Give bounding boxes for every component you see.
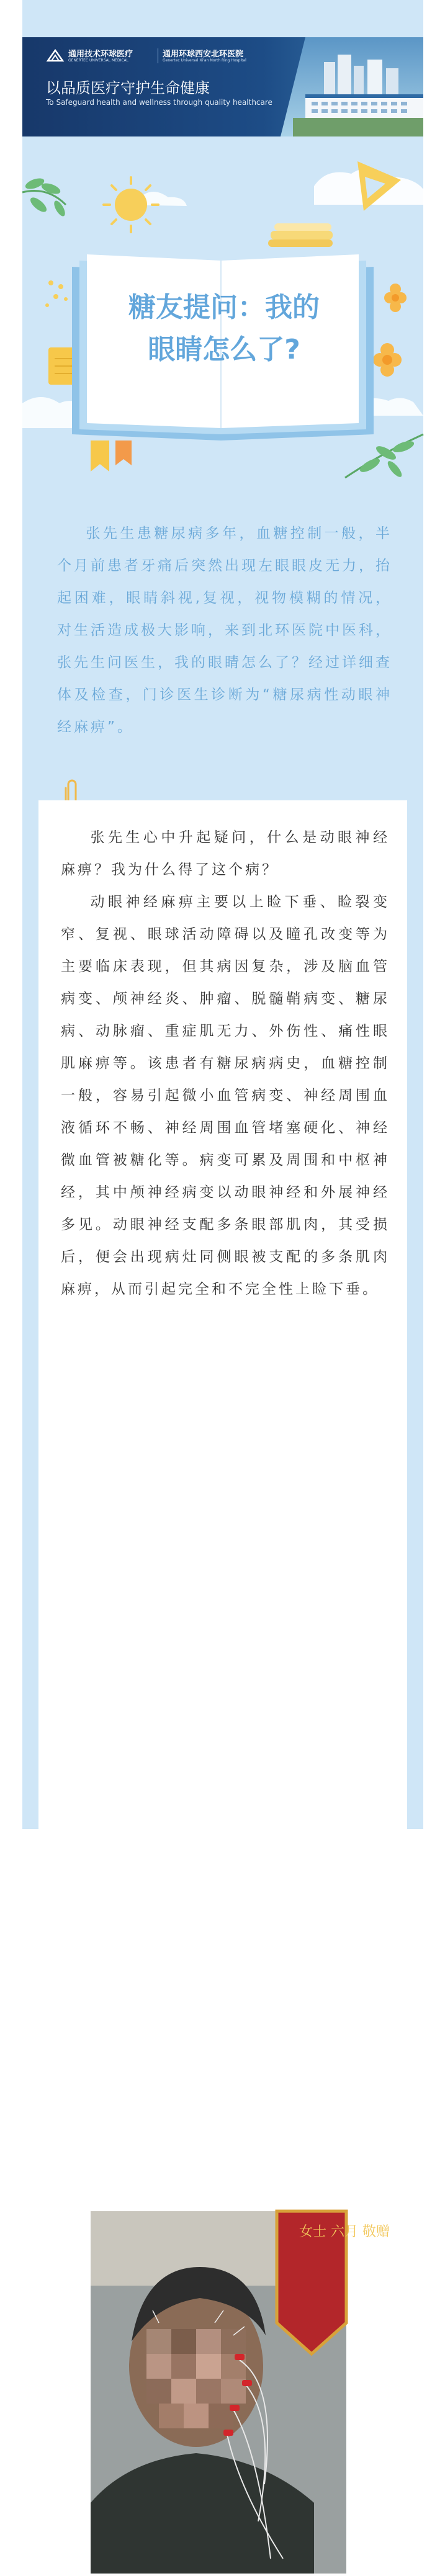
title-line-2: 眼睛怎么了? bbox=[148, 334, 300, 365]
hospital-building-illustration bbox=[281, 37, 423, 136]
slogan: 以品质医疗守护生命健康 bbox=[46, 79, 210, 97]
flower-icon bbox=[384, 284, 407, 312]
org-primary-en: GENERTEC UNIVERSAL MEDICAL bbox=[68, 58, 128, 63]
hero-illustration bbox=[22, 143, 423, 496]
leaves-right-icon bbox=[345, 434, 423, 479]
org-secondary-name: 通用环球西安北环医院 bbox=[163, 50, 244, 59]
org-secondary-en: Genertec Universal Xi'an North Ring Hospital bbox=[163, 58, 246, 63]
hospital-logo-icon bbox=[46, 48, 65, 65]
intro-paragraph bbox=[57, 517, 392, 743]
article-paragraph bbox=[61, 886, 390, 1305]
article-paragraph bbox=[61, 821, 390, 886]
flower-icon bbox=[373, 343, 402, 377]
intro-text: 张先生患糖尿病多年，血糖控制一般，半个月前患者牙痛后突然出现左眼眼皮无力，抬起困难，眼睛斜视,复视，视物模糊的情况，对生活造成极大影响，来到北环医院中医科，张先生问医生，我的眼睛怎么了？经过详细查体及检查，门诊医生诊断为“糖尿病性动眼神经麻痹”。 bbox=[57, 525, 392, 735]
acupuncture-photo-image bbox=[91, 2211, 390, 2574]
header-banner bbox=[22, 37, 423, 136]
confetti-icon bbox=[45, 280, 68, 307]
article-paragraph-text: 动眼神经麻痹主要以上睑下垂、睑裂变窄、复视、眼球活动障碍以及瞳孔改变等为主要临床表现，但其病因复杂，涉及脑血管病变、颅神经炎、肿瘤、脱髓鞘病变、糖尿病、动脉瘤、重症肌无力、外伤性、痛性眼肌麻痹等。该患者有糖尿病病史，血糖控制一般，容易引起微小血管病变、神经周围血液循环不畅、神经周围血管堵塞硬化、神经微血管被糖化等。病变可累及周围和中枢神经，其中颅神经病变以动眼神经和外展神经多见。动眼神经支配多条眼部肌肉，其受损后，便会出现病灶同侧眼被支配的多条肌肉麻痹，从而引起完全和不完全性上睑下垂。 bbox=[61, 894, 390, 1297]
leaves-left-icon bbox=[22, 176, 67, 218]
article-paragraph-text: 张先生心中升起疑问，什么是动眼神经麻痹？我为什么得了这个病？ bbox=[61, 830, 390, 878]
acupuncture-photo bbox=[91, 2211, 390, 2574]
slogan-en: To Safeguard health and wellness through quality healthcare bbox=[46, 98, 272, 107]
hero-title bbox=[91, 242, 357, 416]
org-primary-name: 通用技术环球医疗 bbox=[68, 50, 133, 59]
bookmark-icon bbox=[91, 441, 132, 472]
article-card bbox=[38, 800, 407, 2240]
title-line-1: 糖友提问：我的 bbox=[128, 292, 320, 323]
pennant-text: 女士 六月 敬赠 bbox=[299, 2224, 390, 2240]
